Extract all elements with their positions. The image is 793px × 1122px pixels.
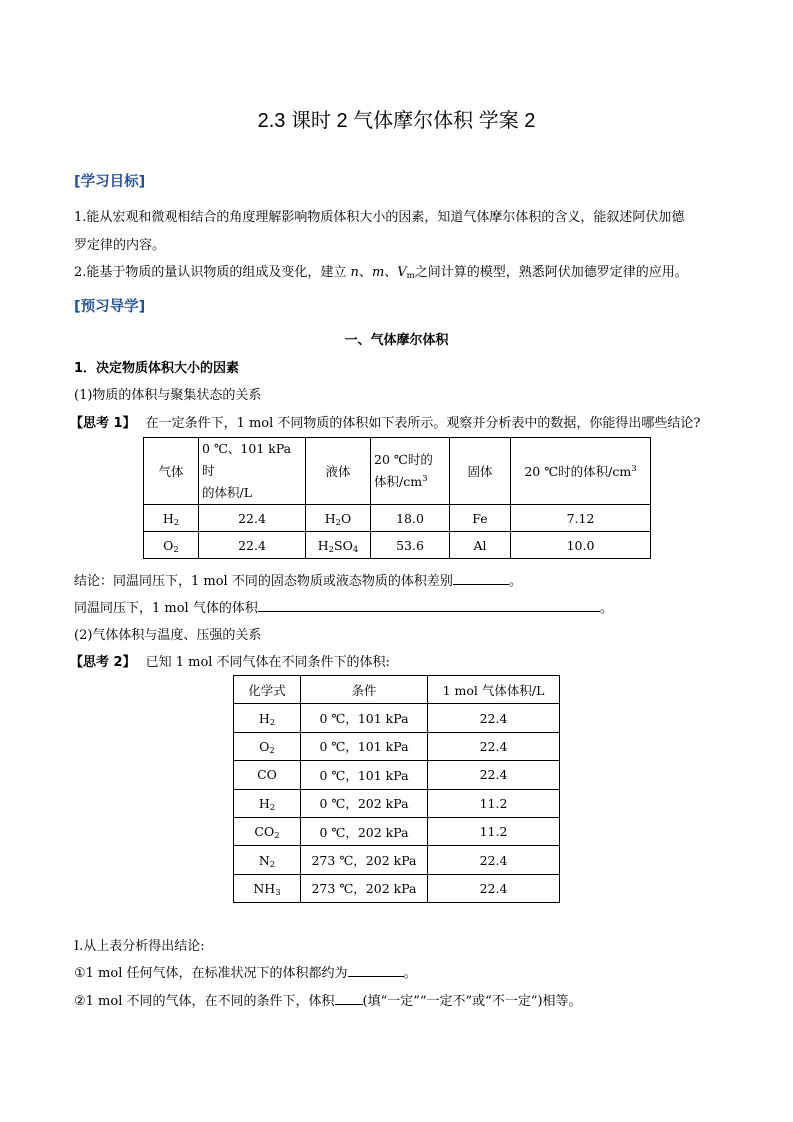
formula: H [317,537,329,553]
th-volume: 1 mol 气体体积/L [428,676,560,704]
table-row [234,817,560,845]
cell-volume: 11.2 [428,817,560,845]
cell-formula [234,732,301,760]
subscript: 2 [269,745,275,756]
formula: H [324,510,336,526]
cell-formula [234,874,301,902]
objective-2-text: 2.能基于物质的量认识物质的组成及变化，建立 [74,265,351,280]
analysis-1 [74,962,417,981]
analysis-2-tail: (填“一定”“一定不”或“不一定”)相等。 [362,994,582,1009]
cell-solid: Al [450,532,511,559]
th-liquid-volume [371,438,450,505]
subscript: 2 [274,831,280,842]
period: 。 [599,601,613,616]
formula: CO [257,767,277,783]
period: 。 [403,966,417,981]
sep: 、 [358,265,372,280]
blank-1[interactable] [453,573,509,585]
cell-gas [144,505,199,532]
table-header-row [144,438,651,505]
part1-heading: 一、气体摩尔体积 [344,333,449,348]
section-preview: [预习导学] [74,299,146,315]
var-n: n [350,265,359,280]
section-objectives: [学习目标] [74,174,146,190]
th-gas-volume [199,438,306,505]
formula: H [162,510,174,526]
cell-volume: 11.2 [428,789,560,817]
cell-formula [234,704,301,732]
think-1 [70,412,700,431]
formula-tail: SO [334,537,353,553]
analysis-title: Ⅰ.从上表分析得出结论: [74,939,205,954]
table-row [234,732,560,760]
cell-liquid-volume: 18.0 [371,505,450,532]
sup: 3 [631,464,637,474]
page-title: 2.3 课时 2 气体摩尔体积 学案 2 [257,110,536,132]
analysis-2-text: ②1 mol 不同的气体，在不同的条件下，体积 [74,994,335,1009]
cell-condition: 273 ℃，202 kPa [301,846,428,874]
subscript: 2 [173,517,180,528]
cell-formula [234,789,301,817]
cell-condition: 0 ℃，101 kPa [301,761,428,789]
th-condition: 条件 [301,676,428,704]
objective-2-tail: 之间计算的模型，熟悉阿伏加德罗定律的应用。 [414,265,688,280]
subscript: 2 [269,717,276,728]
formula: H [258,795,270,811]
var-m: m [371,265,385,280]
formula-tail: O [341,510,352,526]
blank-2[interactable] [258,600,600,612]
th-gas: 气体 [144,438,199,505]
th-gas-volume-l1: 0 ℃、101 kPa 时 [202,441,292,478]
table-row [234,846,560,874]
table-row [234,789,560,817]
th-solid: 固体 [450,438,511,505]
subscript: 2 [269,859,276,870]
cell-solid-volume: 7.12 [511,505,651,532]
blank-3[interactable] [348,965,404,977]
subscript: 4 [352,544,359,555]
formula: O [163,537,174,553]
var-v: V [397,265,407,280]
th-liquid: 液体 [306,438,371,505]
subscript: 3 [275,887,281,898]
cell-gas-volume: 22.4 [199,532,306,559]
analysis-1-text: ①1 mol 任何气体，在标准状况下的体积都约为 [74,966,348,981]
think-1-label: 【思考 1】 [70,416,136,431]
cell-condition: 0 ℃，202 kPa [301,789,428,817]
var-v-sub: m [406,271,415,281]
th-solid-volume [511,438,651,505]
th-liq-volume-l1: 20 ℃时的 [374,452,433,467]
table-row [234,761,560,789]
cell-liquid [306,505,371,532]
conclusion-1 [74,570,522,589]
table-row [234,704,560,732]
th-gas-volume-l2: 的体积/L [202,485,253,500]
cell-liquid-volume: 53.6 [371,532,450,559]
th-liq-volume-l2: 体积/cm [374,474,423,489]
think-2-label: 【思考 2】 [70,655,136,670]
sup: 3 [422,474,428,484]
sep: 、 [384,265,398,280]
subheading-1: 1．决定物质体积大小的因素 [74,361,240,376]
conclusion-2 [74,597,613,616]
cell-volume: 22.4 [428,732,560,760]
cell-gas-volume: 22.4 [199,505,306,532]
cell-condition: 0 ℃，101 kPa [301,732,428,760]
cell-condition: 0 ℃，202 kPa [301,817,428,845]
cell-volume: 22.4 [428,846,560,874]
think-2 [70,651,390,670]
table-header-row [234,676,560,704]
table-row [234,874,560,902]
table-volume-by-condition [233,675,560,903]
blank-4[interactable] [335,993,363,1005]
table-row [144,505,651,532]
subscript: 2 [269,802,276,813]
objective-1-line2: 罗定律的内容。 [74,238,166,253]
subheading-1a: (1)物质的体积与聚集状态的关系 [74,388,262,403]
cell-condition: 273 ℃，202 kPa [301,874,428,902]
cell-solid-volume: 10.0 [511,532,651,559]
subscript: 2 [173,544,179,555]
cell-formula [234,846,301,874]
cell-formula [234,761,301,789]
cell-gas [144,532,199,559]
objective-2 [74,261,688,280]
cell-volume: 22.4 [428,761,560,789]
th-formula: 化学式 [234,676,301,704]
table-row [144,532,651,559]
cell-volume: 22.4 [428,874,560,902]
table-volume-by-state [143,437,651,559]
formula: O [259,738,270,754]
cell-solid: Fe [450,505,511,532]
subscript: 2 [335,517,342,528]
think-2-text: 已知 1 mol 不同气体在不同条件下的体积: [145,655,390,670]
formula: NH [253,880,276,896]
cell-volume: 22.4 [428,704,560,732]
cell-formula [234,817,301,845]
formula: H [258,710,270,726]
conclusion-2-text: 同温同压下，1 mol 气体的体积 [74,601,258,616]
think-1-text: 在一定条件下，1 mol 不同物质的体积如下表所示。观察并分析表中的数据，你能得出哪些结论? [145,416,701,431]
cell-liquid [306,532,371,559]
subheading-1b: (2)气体体积与温度、压强的关系 [74,628,262,643]
formula: CO [254,824,275,840]
period: 。 [508,574,522,589]
conclusion-1-text: 结论：同温同压下，1 mol 不同的固态物质或液态物质的体积差别 [74,574,453,589]
formula: N [258,852,270,868]
th-solid-volume-text: 20 ℃时的体积/cm [524,464,632,479]
analysis-2 [74,990,582,1009]
cell-condition: 0 ℃，101 kPa [301,704,428,732]
subscript: 2 [328,544,335,555]
objective-1-line1: 1.能从宏观和微观相结合的角度理解影响物质体积大小的因素，知道气体摩尔体积的含义，能叙述阿伏加德 [74,210,685,225]
